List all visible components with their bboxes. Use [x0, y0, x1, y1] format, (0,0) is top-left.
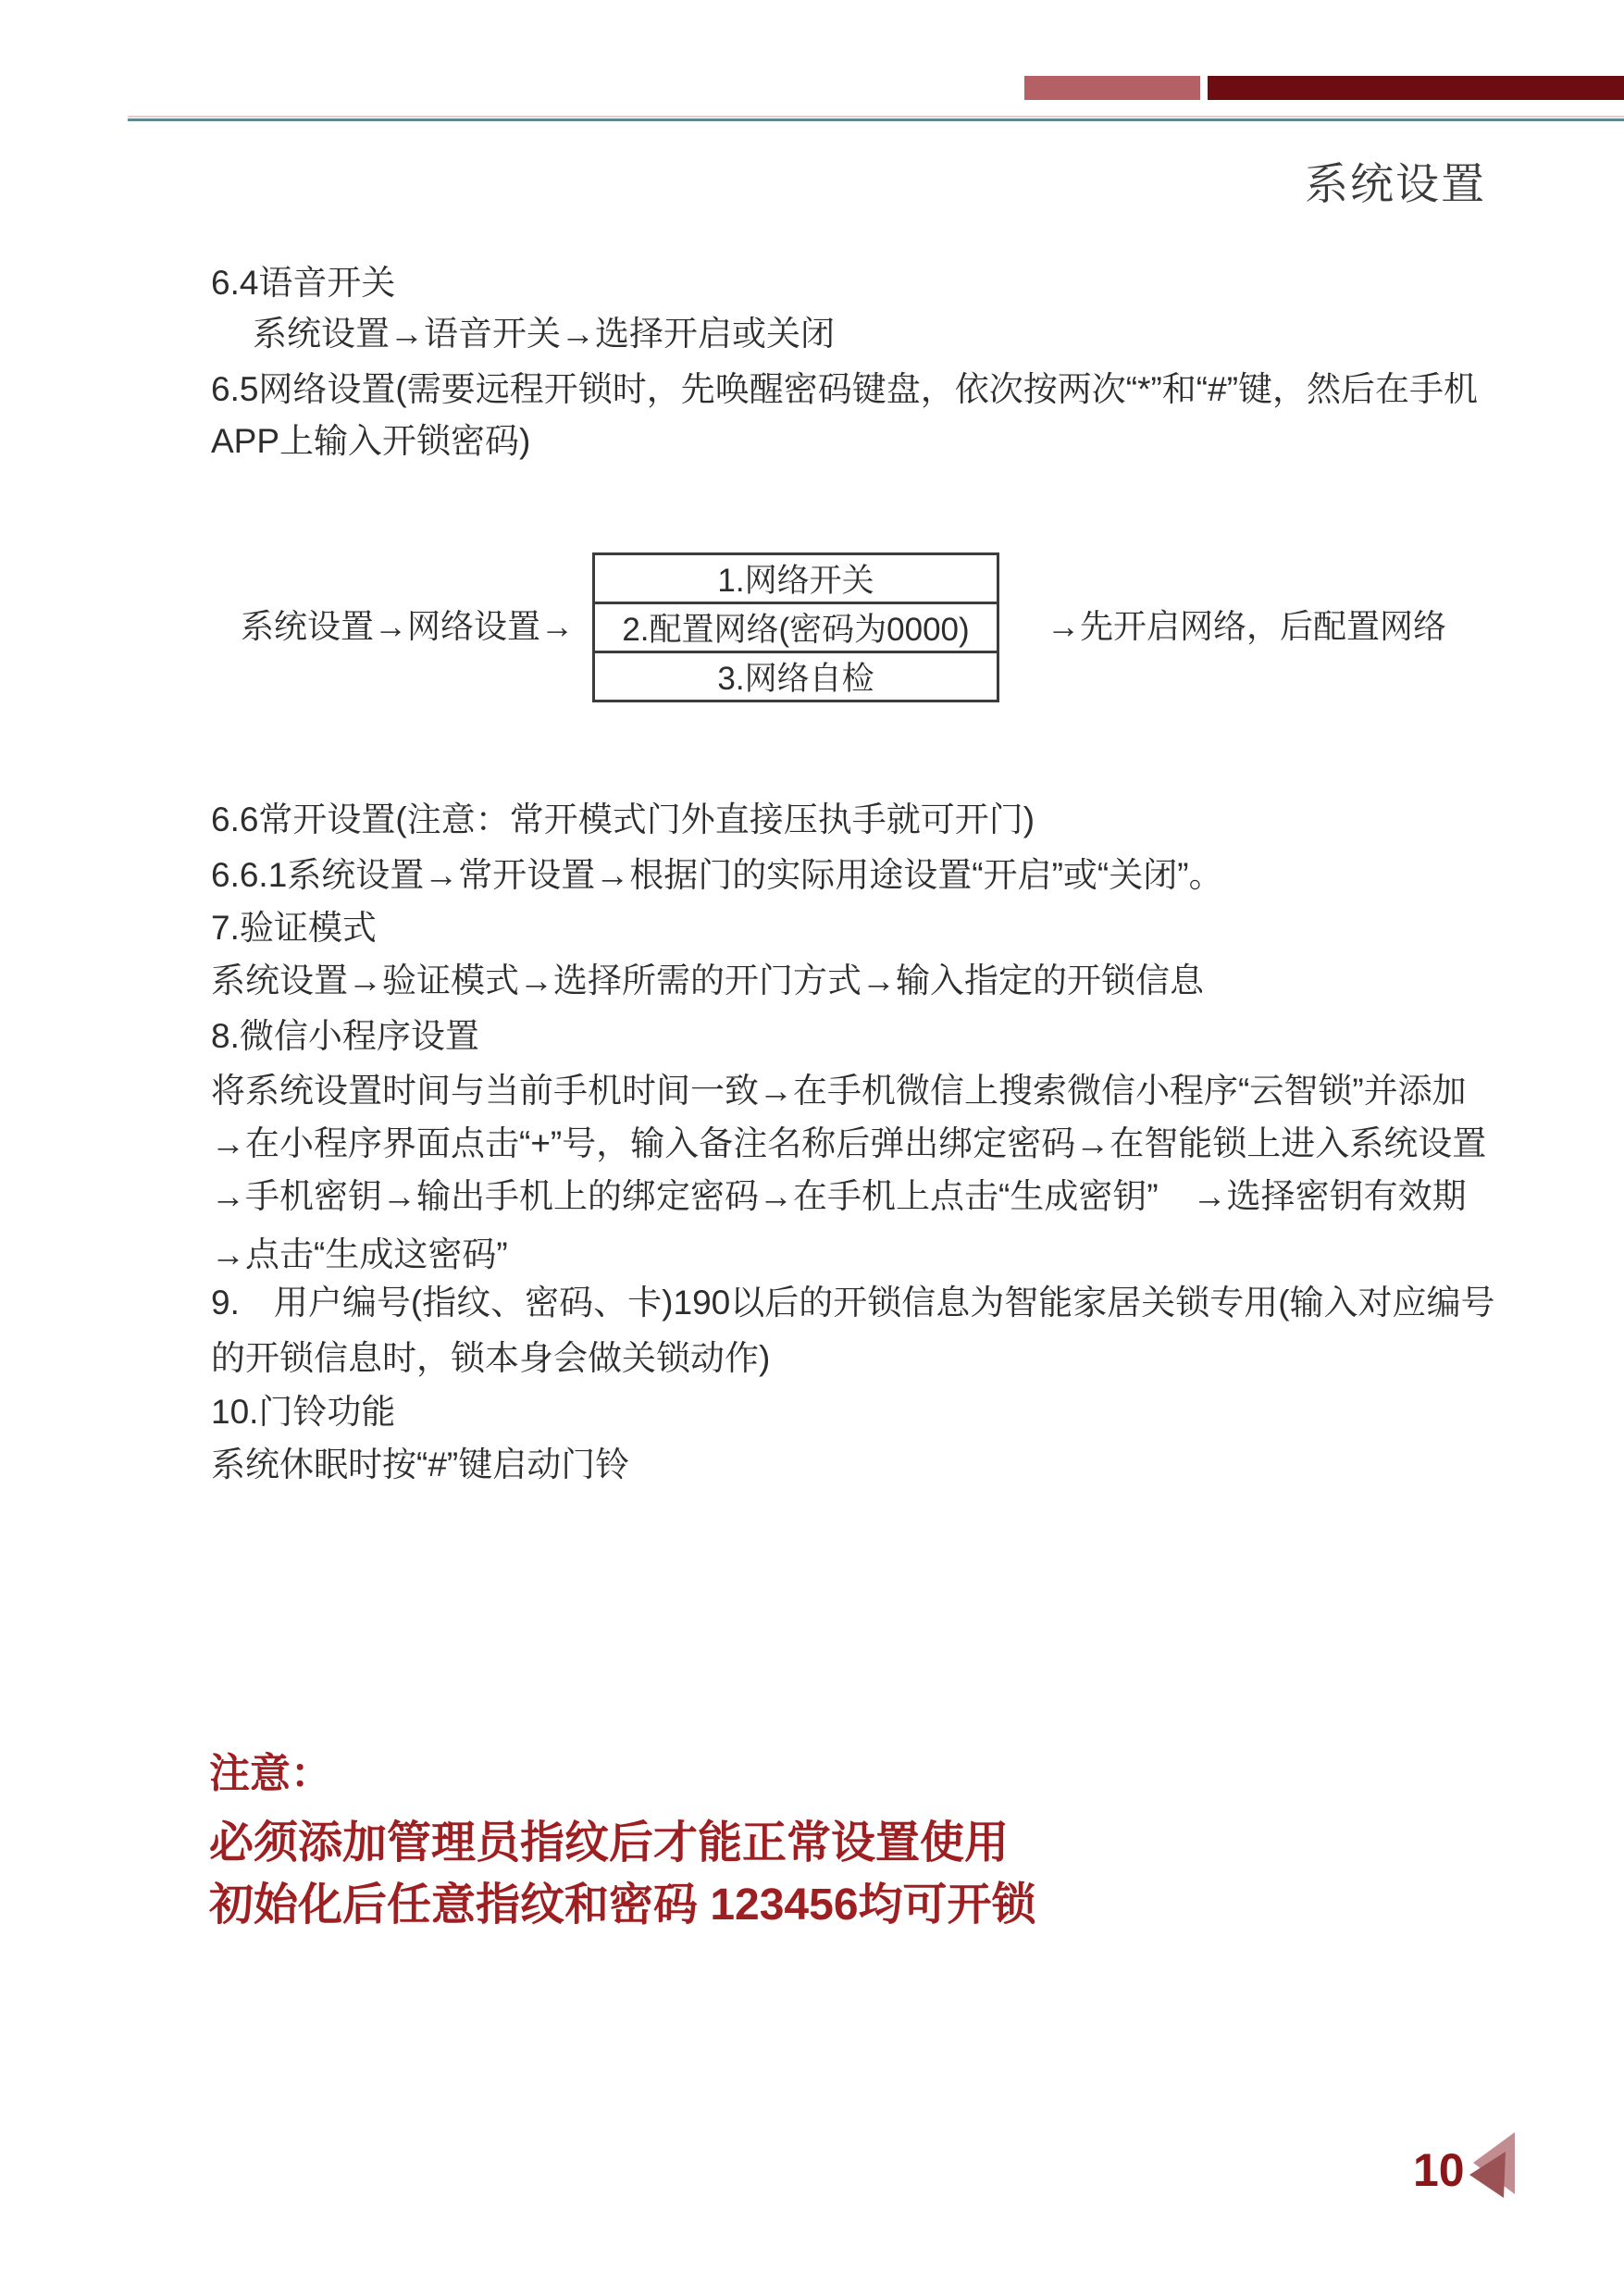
body-line-6-6: 6.6常开设置(注意：常开模式门外直接压执手就可开门): [211, 800, 1035, 838]
body-line-9-cont: 的开锁信息时，锁本身会做关锁动作): [211, 1339, 771, 1377]
page-title: 系统设置: [1305, 159, 1486, 208]
notice-line-admin-fingerprint: 必须添加管理员指纹后才能正常设置使用: [209, 1818, 1010, 1868]
diagram-box: [592, 552, 999, 702]
diagram-left-label: 系统设置→网络设置→: [241, 607, 575, 645]
body-line-6-5: 6.5网络设置(需要远程开锁时，先唤醒密码键盘，依次按两次“*”和“#”键，然后在手机: [211, 370, 1479, 408]
body-line-8-step1: 将系统设置时间与当前手机时间一致→在手机微信上搜索微信小程序“云智锁”并添加: [211, 1072, 1467, 1110]
body-line-7: 7.验证模式: [211, 909, 377, 947]
header-accent-bar-dark: [1208, 76, 1624, 100]
body-line-7-steps: 系统设置→验证模式→选择所需的开门方式→输入指定的开锁信息: [211, 962, 1204, 999]
body-line-9: 9. 用户编号(指纹、密码、卡)190以后的开锁信息为智能家居关锁专用(输入对应编号: [211, 1284, 1495, 1322]
diagram-row-network-switch: 1.网络开关: [717, 563, 874, 599]
corner-triangles-icon: [1462, 2128, 1518, 2203]
body-line-8-step3: →手机密钥→输出手机上的绑定密码→在手机上点击“生成密钥” →选择密钥有效期: [211, 1177, 1467, 1215]
body-line-8: 8.微信小程序设置: [211, 1017, 479, 1055]
header-rule-pink: [128, 116, 1624, 118]
diagram-row-config-network: 2.配置网络(密码为0000): [595, 602, 997, 651]
page-number: 10: [1413, 2144, 1465, 2196]
body-line-6-4-steps: 系统设置→语音开关→选择开启或关闭: [253, 315, 835, 353]
notice-line-default-password: 初始化后任意指纹和密码 123456均可开锁: [209, 1880, 1036, 1930]
notice-heading: 注意：: [209, 1751, 331, 1796]
body-line-6-5-cont: APP上输入开锁密码): [211, 422, 531, 460]
header-accent-bar-light: [1024, 76, 1200, 100]
body-line-6-6-1: 6.6.1系统设置→常开设置→根据门的实际用途设置“开启”或“关闭”。: [211, 856, 1223, 894]
body-line-8-step4: →点击“生成这密码”: [211, 1235, 508, 1273]
body-line-10-steps: 系统休眠时按“#”键启动门铃: [211, 1446, 630, 1483]
header-rule: [128, 118, 1624, 121]
body-line-10: 10.门铃功能: [211, 1393, 396, 1431]
diagram-right-label: →先开启网络，后配置网络: [1047, 607, 1447, 645]
diagram-row-network-check: 3.网络自检: [595, 651, 997, 700]
body-line-8-step2: →在小程序界面点击“+”号，输入备注名称后弹出绑定密码→在智能锁上进入系统设置: [211, 1124, 1487, 1162]
body-line-6-4: 6.4语音开关: [211, 264, 396, 302]
